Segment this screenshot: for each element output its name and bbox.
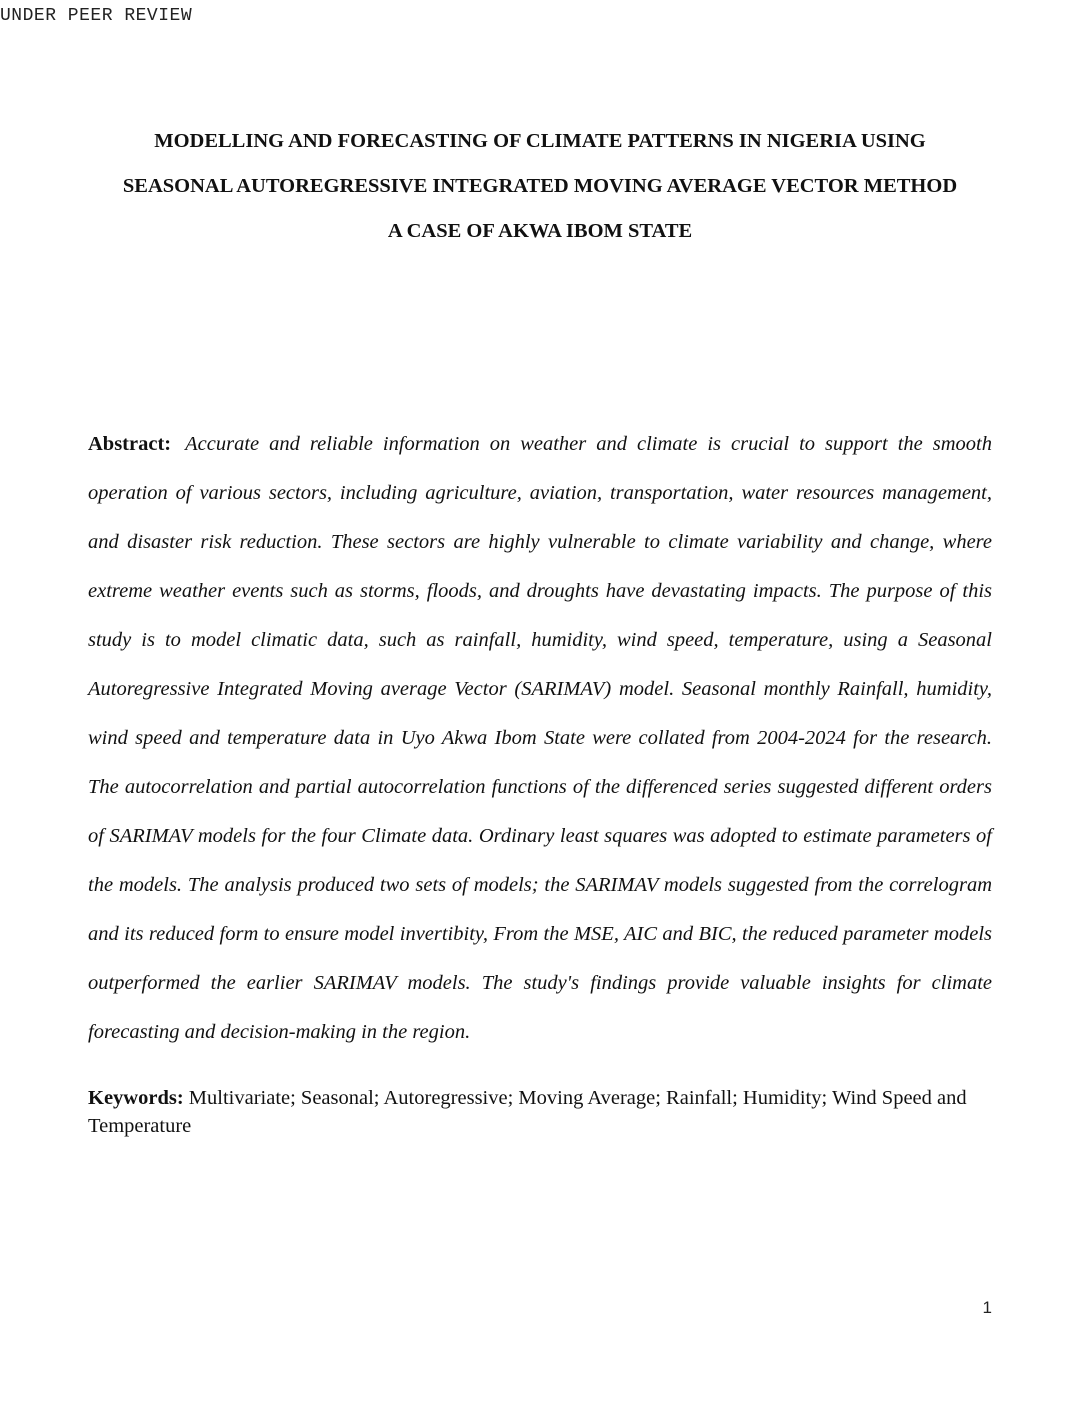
keywords-text: Multivariate; Seasonal; Autoregressive; Moving Average; Rainfall; Humidity; Wind Speed and Temperature: [88, 1087, 967, 1137]
abstract-text: Accurate and reliable information on weather and climate is crucial to support the smooth operation of various sectors, including agriculture, aviation, transportation, water resources management, and disaster risk reduction. These sectors are highly vulnerable to climate variability and change, where extreme weather events such as storms, floods, and droughts have devastating impacts. The purpose of this study is to model climatic data, such as rainfall, humidity, wind speed, temperature, using a Seasonal Autoregressive Integrated Moving average Vector (SARIMAV) model. Seasonal monthly Rainfall, humidity, wind speed and temperature data in Uyo Akwa Ibom State were collated from 2004-2024 for the research. The autocorrelation and partial autocorrelation functions of the differenced series suggested different orders of SARIMAV models for the four Climate data. Ordinary least squares was adopted to estimate parameters of the models. The analysis produced two sets of models; the SARIMAV models suggested from the correlogram and its reduced form to ensure model invertibity, From the MSE, AIC and BIC, the reduced parameter models outperformed the earlier SARIMAV models. The study's findings provide valuable insights for climate forecasting and decision-making in the region.: [88, 433, 992, 1043]
keywords-paragraph: [88, 1084, 992, 1140]
keywords-label: Keywords:: [88, 1087, 184, 1109]
abstract-paragraph: [88, 420, 992, 1057]
page-number: 1: [982, 1298, 992, 1317]
title-line-2: SEASONAL AUTOREGRESSIVE INTEGRATED MOVING AVERAGE VECTOR METHOD: [122, 175, 958, 197]
paper-title: [60, 124, 1020, 259]
title-line-1: MODELLING AND FORECASTING OF CLIMATE PATTERNS IN NIGERIA USING: [154, 130, 926, 152]
peer-review-watermark: UNDER PEER REVIEW: [0, 6, 193, 26]
abstract-label: Abstract:: [88, 433, 172, 455]
title-line-3: A CASE OF AKWA IBOM STATE: [387, 220, 693, 242]
